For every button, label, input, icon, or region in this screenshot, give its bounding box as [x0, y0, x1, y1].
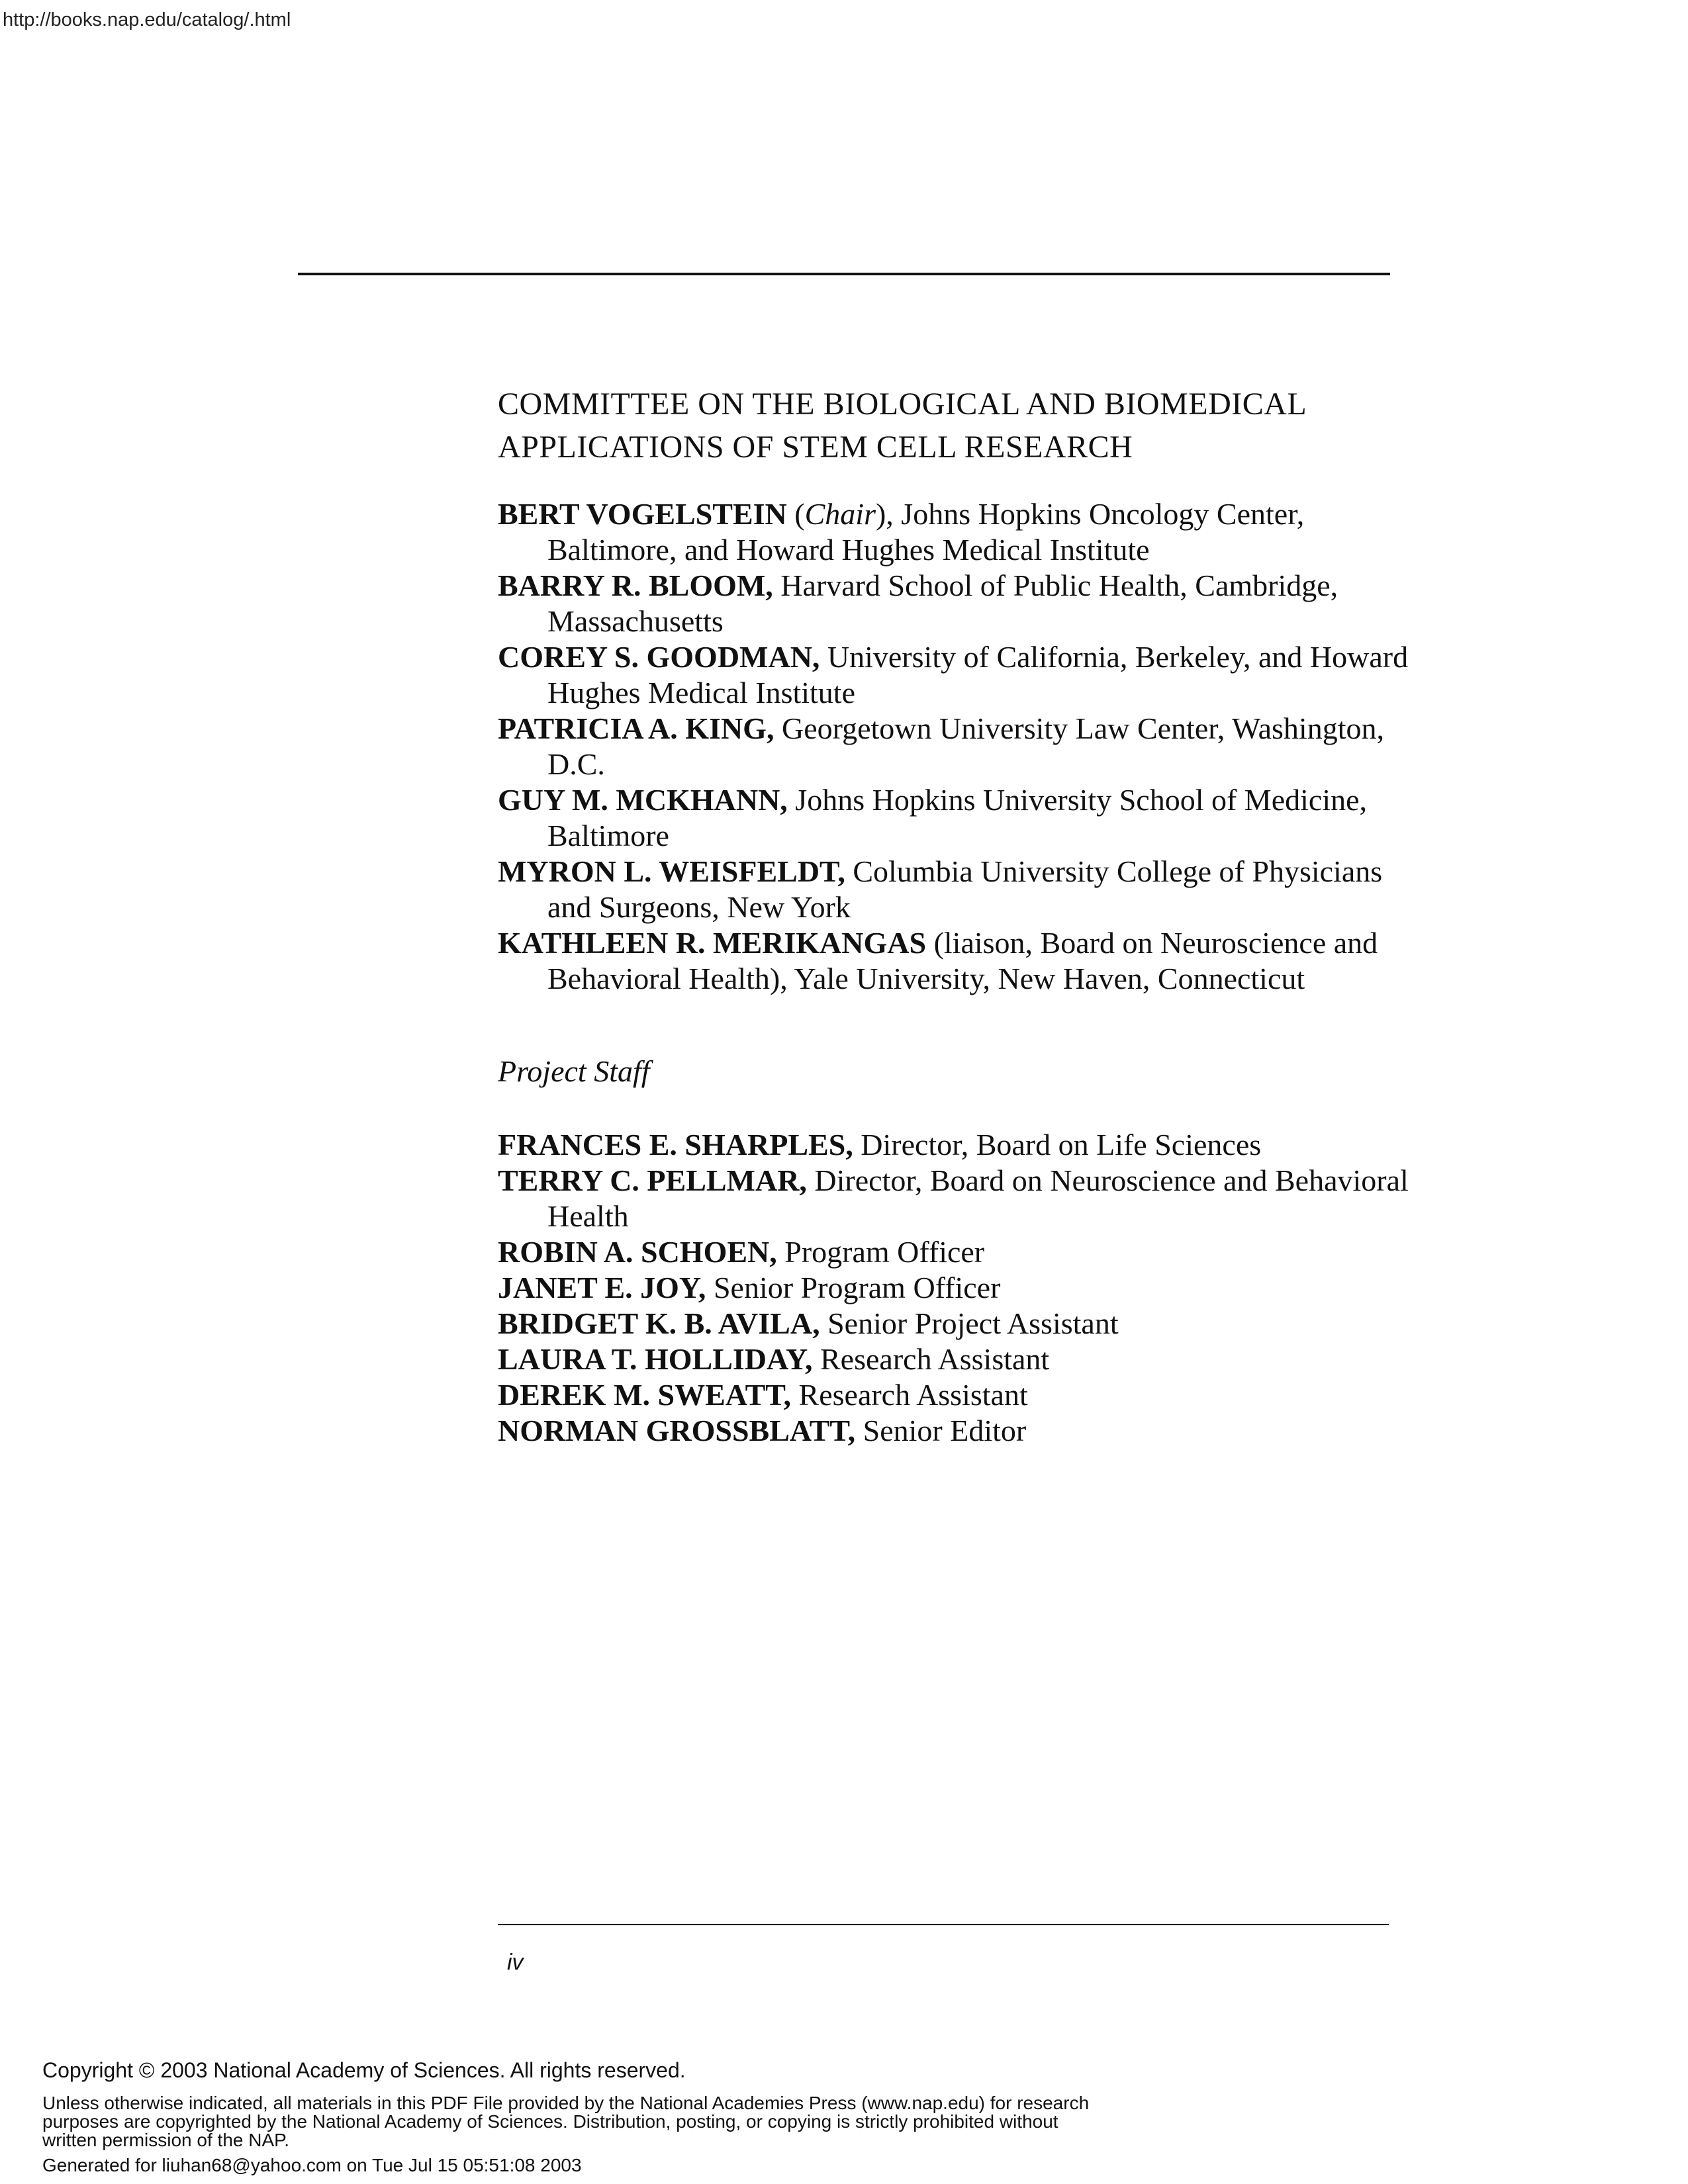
member-name: BARRY R. BLOOM,: [498, 569, 773, 602]
staff-entry: [498, 1342, 1425, 1377]
bottom-rule: [498, 1924, 1389, 1925]
staff-name: NORMAN GROSSBLATT,: [498, 1414, 856, 1447]
member-name: PATRICIA A. KING,: [498, 711, 774, 745]
committee-members: [498, 496, 1425, 997]
staff-title: Research Assistant: [812, 1342, 1050, 1376]
member-role: Chair: [804, 497, 876, 531]
usage-notice: [42, 2094, 1267, 2150]
member-affiliation: ), Johns Hopkins Oncology Center, Baltimore, and Howard Hughes Medical Institute: [547, 497, 1305, 567]
committee-title-line-1: COMMITTEE ON THE BIOLOGICAL AND BIOMEDICAL: [498, 387, 1307, 422]
staff-entry: [498, 1127, 1425, 1163]
staff-entry: [498, 1377, 1425, 1413]
member-entry: [498, 782, 1425, 854]
generated-line: Generated for liuhan68@yahoo.com on Tue Jul 15 05:51:08 2003: [42, 2155, 582, 2175]
staff-entry: [498, 1413, 1425, 1449]
member-entry: [498, 496, 1425, 568]
staff-entry: [498, 1234, 1425, 1270]
project-staff-list: [498, 1127, 1425, 1449]
copyright-footer: [42, 2057, 1267, 2176]
member-entry: [498, 711, 1425, 782]
member-name: MYRON L. WEISFELDT,: [498, 854, 845, 888]
staff-name: ROBIN A. SCHOEN,: [498, 1235, 777, 1269]
staff-heading: Project Staff: [498, 1054, 650, 1088]
member-name: GUY M. MCKHANN,: [498, 783, 788, 817]
staff-entry: [498, 1163, 1425, 1234]
top-rule: [298, 273, 1390, 275]
committee-title: [498, 383, 1425, 469]
staff-title: Director, Board on Neuroscience and Behavioral Health: [547, 1163, 1409, 1233]
staff-title: Senior Project Assistant: [820, 1306, 1119, 1340]
usage-notice-line-1: Unless otherwise indicated, all materials in this PDF File provided by the National Academies Press (www.nap.edu) for research: [42, 2093, 1090, 2113]
member-name: COREY S. GOODMAN,: [498, 640, 820, 674]
page-number: iv: [507, 1950, 524, 1975]
member-affiliation: Johns Hopkins University School of Medicine, Baltimore: [547, 783, 1368, 852]
member-name: BERT VOGELSTEIN: [498, 497, 787, 531]
member-affiliation: (liaison, Board on Neuroscience and Behavioral Health), Yale University, New Haven, Connecticut: [547, 926, 1378, 995]
staff-name: JANET E. JOY,: [498, 1271, 706, 1304]
staff-title: Program Officer: [776, 1235, 985, 1269]
staff-entry: [498, 1306, 1425, 1342]
member-entry: [498, 639, 1425, 711]
source-url: http://books.nap.edu/catalog/.html: [3, 9, 291, 30]
member-entry: [498, 854, 1425, 925]
staff-title: Director, Board on Life Sciences: [853, 1128, 1262, 1161]
member-affiliation: Georgetown University Law Center, Washington, D.C.: [547, 711, 1384, 781]
page-content: [498, 383, 1425, 1449]
staff-title: Senior Program Officer: [706, 1271, 1001, 1304]
member-affiliation: Columbia University College of Physicians and Surgeons, New York: [547, 854, 1383, 924]
staff-name: BRIDGET K. B. AVILA,: [498, 1306, 820, 1340]
copyright-line: Copyright © 2003 National Academy of Sciences. All rights reserved.: [42, 2058, 686, 2082]
committee-title-line-2: APPLICATIONS OF STEM CELL RESEARCH: [498, 430, 1133, 465]
usage-notice-line-2: purposes are copyrighted by the National Academy of Sciences. Distribution, posting, or copying is strictly prohibited without: [42, 2111, 1058, 2132]
usage-notice-line-3: written permission of the NAP.: [42, 2130, 289, 2150]
staff-name: LAURA T. HOLLIDAY,: [498, 1342, 813, 1376]
staff-title: Senior Editor: [855, 1414, 1027, 1447]
staff-name: FRANCES E. SHARPLES,: [498, 1128, 853, 1161]
member-affiliation: Harvard School of Public Health, Cambridge, Massachusetts: [547, 569, 1338, 638]
member-name: KATHLEEN R. MERIKANGAS: [498, 926, 927, 960]
staff-title: Research Assistant: [791, 1378, 1028, 1412]
member-entry: [498, 568, 1425, 639]
member-affiliation-pre: (: [786, 497, 805, 531]
staff-name: DEREK M. SWEATT,: [498, 1378, 792, 1412]
member-affiliation: University of California, Berkeley, and Howard Hughes Medical Institute: [547, 640, 1409, 709]
staff-name: TERRY C. PELLMAR,: [498, 1163, 807, 1197]
staff-entry: [498, 1270, 1425, 1306]
member-entry: [498, 925, 1425, 997]
